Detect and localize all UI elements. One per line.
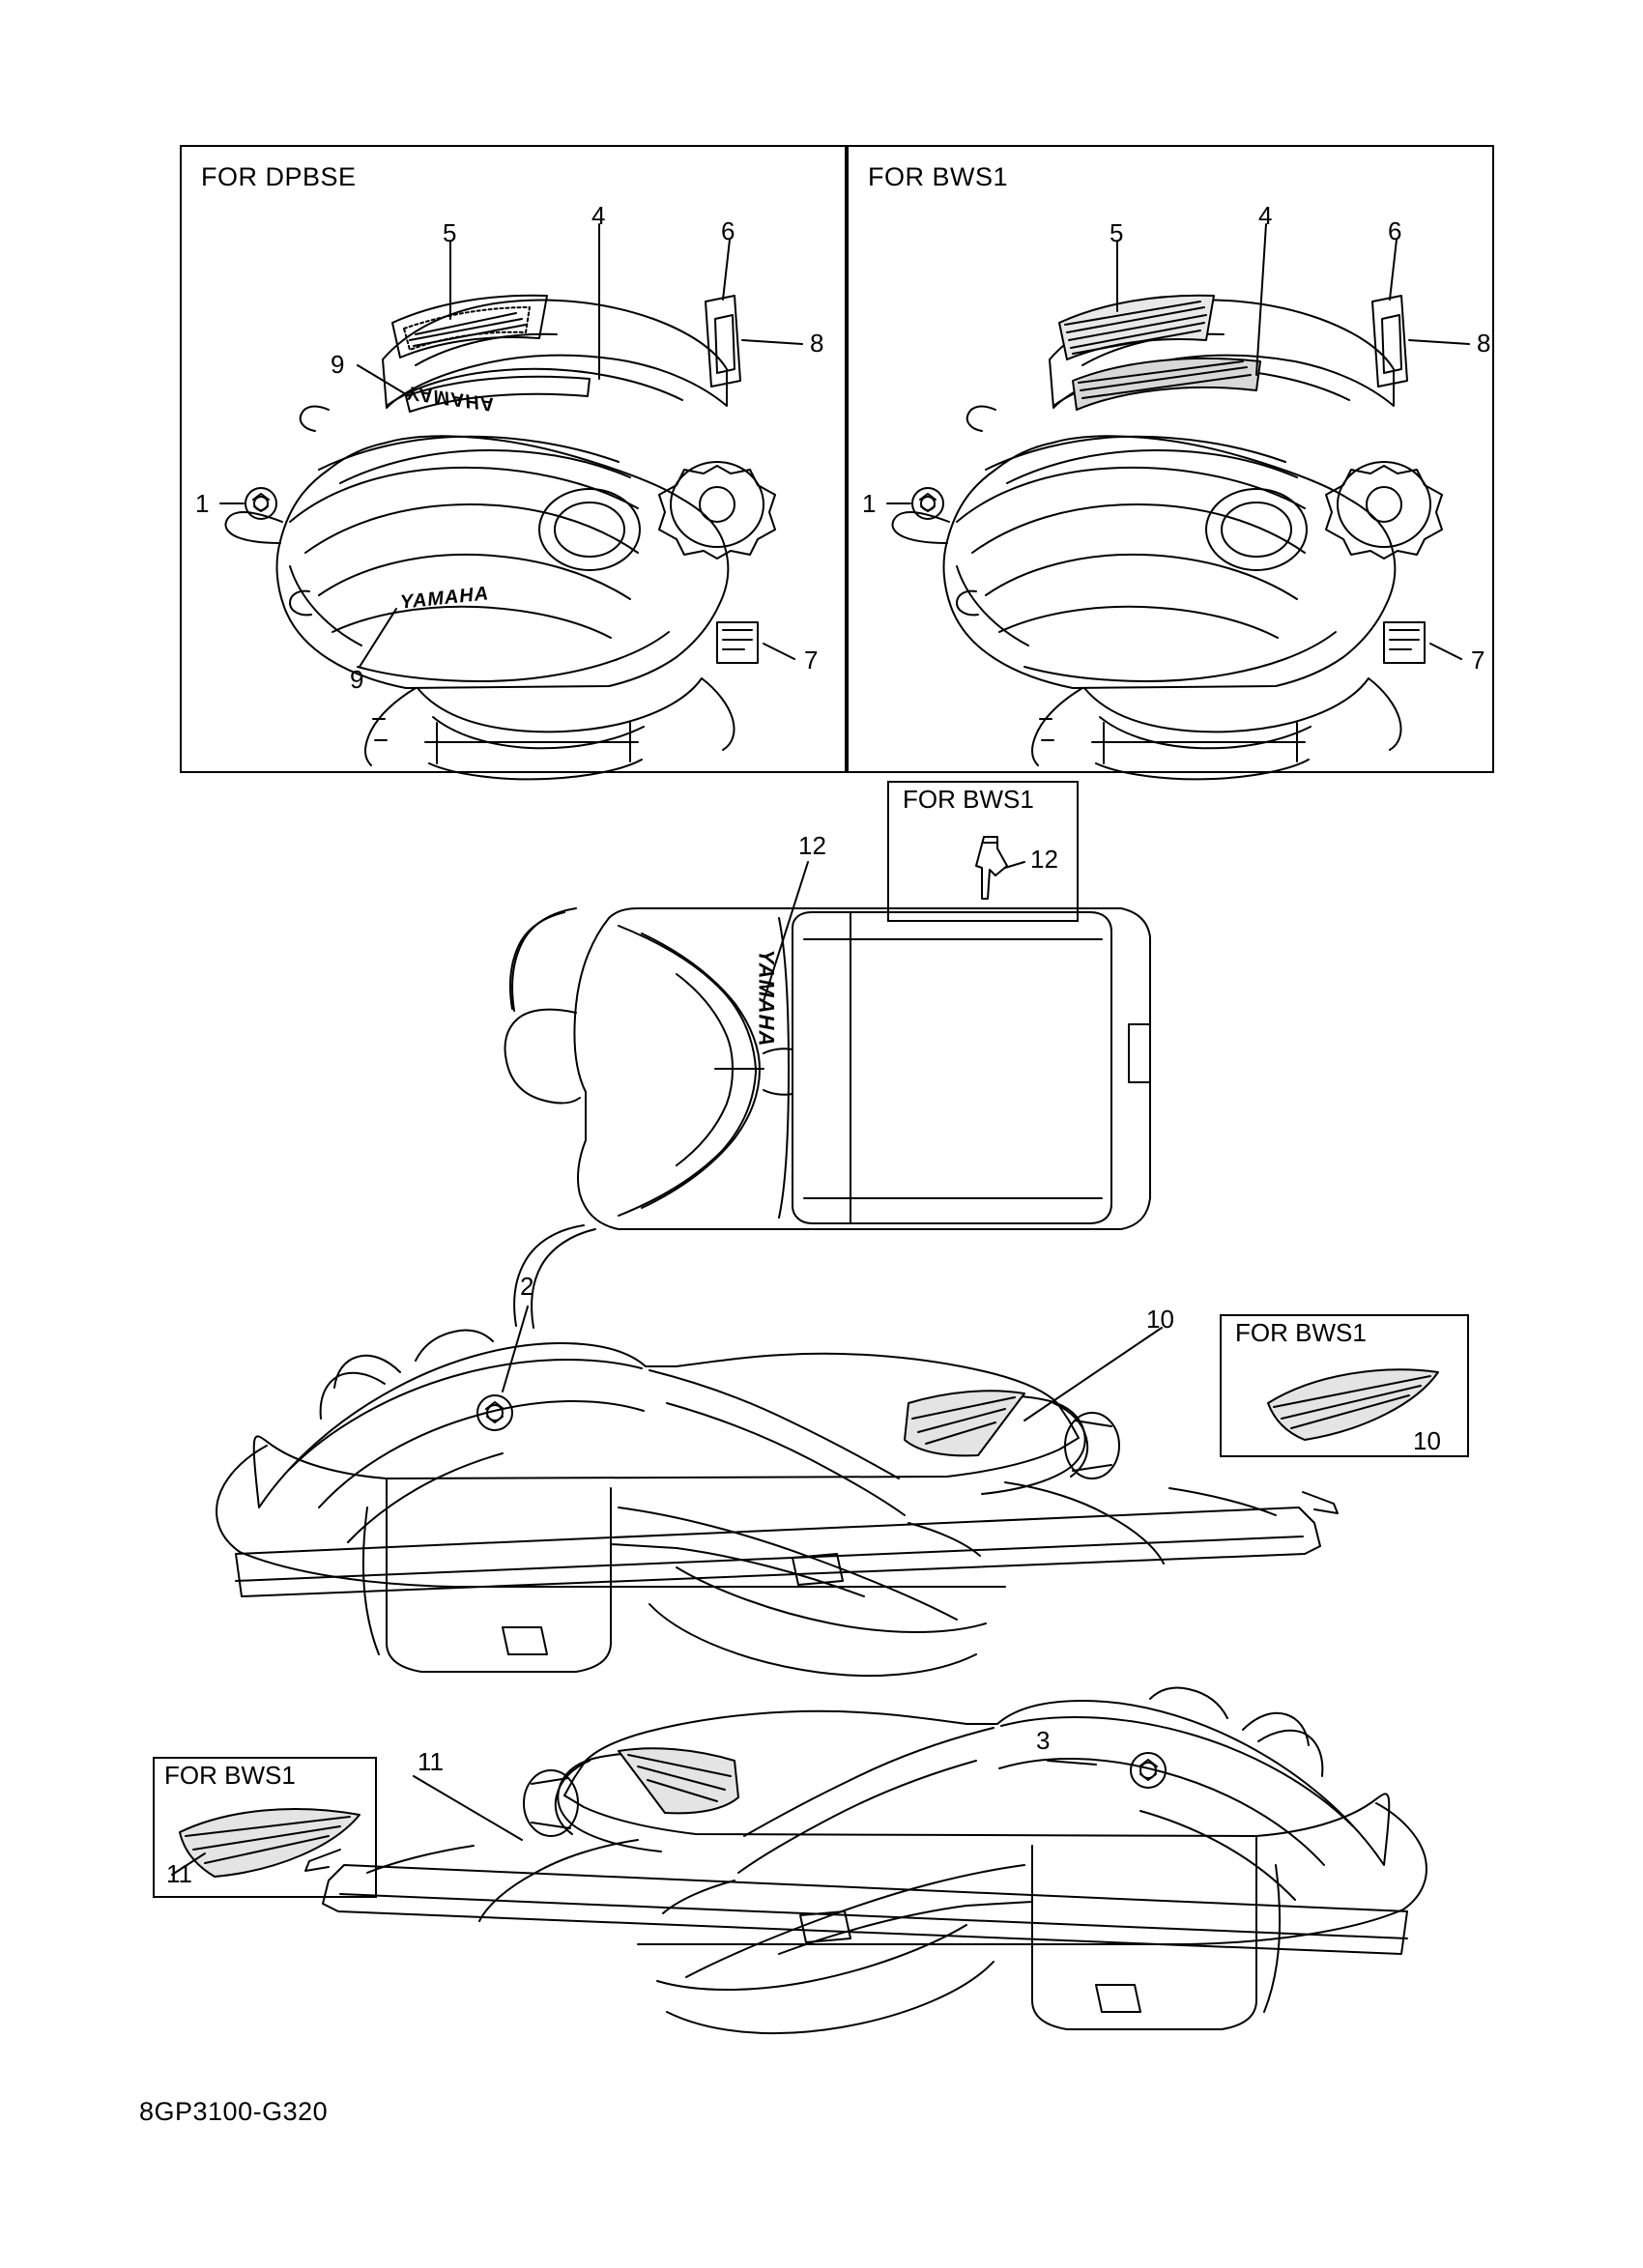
decal-yamaha-text-upper: YAMAHA: [404, 381, 497, 416]
callout-12-top-view: 12: [798, 831, 826, 860]
callout-11-side-right: 11: [418, 1747, 444, 1776]
panel-bws1-title: FOR BWS1: [868, 162, 1009, 191]
inset-bws1-11-title: FOR BWS1: [160, 1761, 300, 1791]
callout-7-dpbse: 7: [804, 646, 819, 675]
decal-yamaha-text-lower: YAMAHA: [399, 583, 491, 614]
callout-1-dpbse: 1: [195, 489, 210, 518]
callout-10-inset: 10: [1413, 1426, 1441, 1455]
callout-11-inset: 11: [166, 1859, 192, 1888]
side-view-right: [305, 1687, 1427, 2033]
callout-4-dpbse: 4: [591, 201, 606, 230]
callout-8-bws1: 8: [1477, 329, 1491, 358]
callout-3-side-right: 3: [1036, 1726, 1051, 1755]
drawing-code: 8GP3100-G320: [139, 2097, 329, 2126]
callout-9-dpbse-upper: 9: [331, 350, 345, 379]
callout-2-side-left: 2: [520, 1272, 534, 1301]
callout-1-bws1: 1: [862, 489, 877, 518]
panel-dpbse-title: FOR DPBSE: [201, 162, 357, 191]
callout-5-bws1: 5: [1110, 218, 1124, 247]
inset-bws1-10-title: FOR BWS1: [1231, 1318, 1370, 1348]
inset-bws1-12-title: FOR BWS1: [899, 785, 1038, 815]
callout-8-dpbse: 8: [810, 329, 824, 358]
panel-dpbse-box: [180, 145, 847, 773]
callout-10-side-left: 10: [1146, 1305, 1174, 1334]
top-view: [505, 862, 1151, 1328]
callout-4-bws1: 4: [1258, 201, 1273, 230]
callout-12-inset: 12: [1030, 845, 1058, 874]
decal-yamaha-text-top-view: YAMAHA: [754, 949, 779, 1048]
callout-9-dpbse-lower: 9: [350, 665, 364, 694]
callout-6-bws1: 6: [1388, 216, 1402, 245]
side-right-leader-lines: [414, 1761, 1096, 1840]
side-view-left: [216, 1330, 1338, 1676]
callout-5-dpbse: 5: [443, 218, 457, 247]
callout-7-bws1: 7: [1471, 646, 1485, 675]
callout-6-dpbse: 6: [721, 216, 735, 245]
